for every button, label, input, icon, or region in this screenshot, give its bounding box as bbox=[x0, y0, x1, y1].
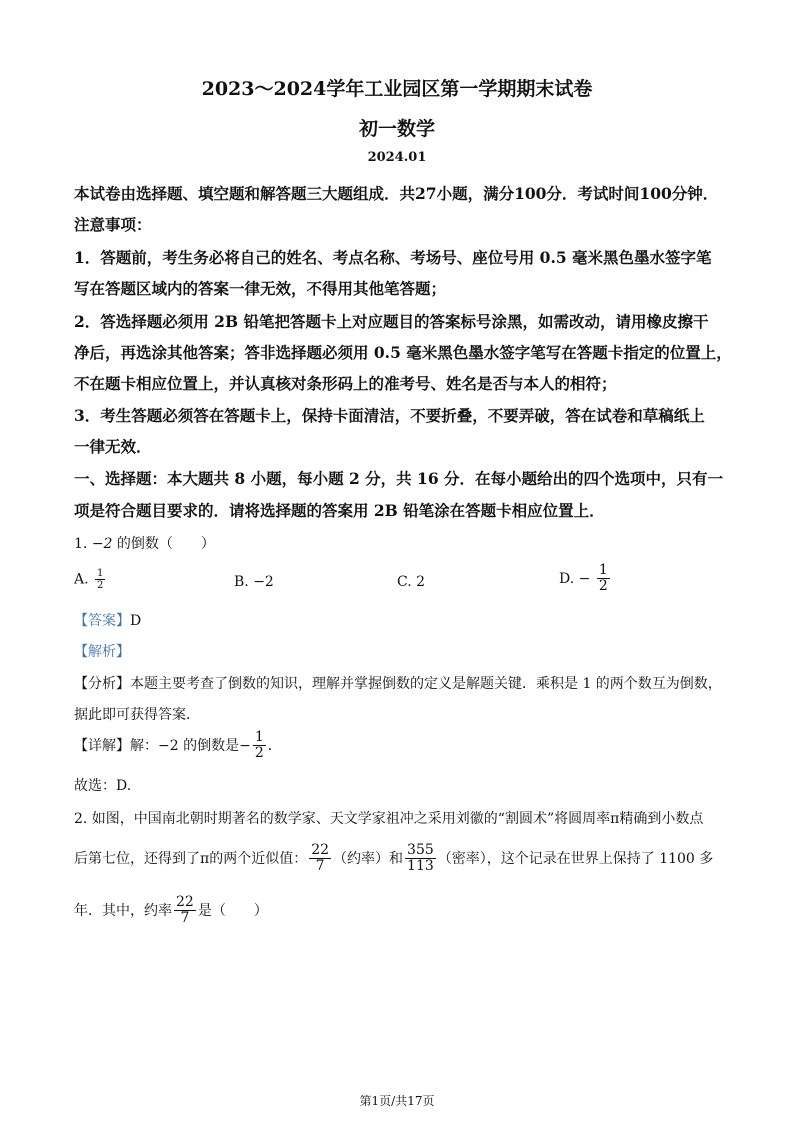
fraction-numerator: 355 bbox=[407, 842, 434, 858]
q2-fraction-22-7 bbox=[309, 843, 331, 875]
notice-2a: 2．答选择题必须用 2B 铅笔把答题卡上对应题目的答案标号涂黑，如需改动，请用橡皮擦干 bbox=[74, 312, 709, 331]
fraction-denominator: 2 bbox=[97, 580, 104, 591]
q1-option-b: B. −2 bbox=[234, 574, 274, 590]
notice-2c: 不在题卡相应位置上，并认真核对条形码上的准考号、姓名是否与本人的相符； bbox=[74, 374, 617, 393]
section1-line2: 项是符合题目要求的．请将选择题的答案用 2B 铅笔涂在答题卡相应位置上． bbox=[74, 501, 605, 520]
q2-fraction-355-113 bbox=[405, 843, 436, 875]
intro-line: 本试卷由选择题、填空题和解答题三大题组成．共27小题，满分100分．考试时间100分钟． bbox=[74, 184, 719, 203]
fraction-denominator: 7 bbox=[315, 858, 325, 875]
q2-line3 bbox=[74, 895, 724, 927]
question-1 bbox=[74, 533, 724, 553]
fraction-denominator: 2 bbox=[254, 745, 264, 762]
q2-text-a: 后第七位，还得到了π的两个近似值： bbox=[74, 850, 308, 867]
fraction-denominator: 7 bbox=[180, 910, 190, 927]
detail-fraction bbox=[253, 730, 266, 762]
q2-text-e: 是（ ） bbox=[197, 902, 268, 919]
q1-text: 的倒数（ ） bbox=[116, 536, 215, 552]
q1-answer bbox=[74, 610, 724, 630]
fraction-numerator: 22 bbox=[176, 894, 194, 910]
detail-prefix: 【详解】解： bbox=[74, 737, 158, 754]
notice-3a: 3．考生答题必须答在答题卡上，保持卡面清洁，不要折叠，不要弄破，答在试卷和草稿纸上 bbox=[74, 406, 705, 425]
q1-expr: −2 bbox=[91, 536, 113, 552]
q1-option-d-sign: − bbox=[578, 570, 591, 587]
q2-text-d: 年．其中，约率 bbox=[74, 902, 172, 919]
notice-1a: 1．答题前，考生务必将自己的姓名、考点名称、考场号、座位号用 0.5 毫米黑色墨水签字笔 bbox=[74, 248, 712, 267]
q1-option-a-fraction bbox=[95, 568, 105, 591]
q1-option-d-label: D. bbox=[559, 570, 575, 587]
exam-title: 2023～2024学年工业园区第一学期期末试卷 bbox=[201, 78, 593, 100]
q2-text-b: （约率）和 bbox=[333, 850, 404, 867]
exam-date: 2024.01 bbox=[367, 150, 427, 165]
q2-line2 bbox=[74, 843, 724, 875]
fraction-numerator: 22 bbox=[311, 842, 330, 858]
fraction-numerator: 1 bbox=[598, 562, 608, 578]
section1-line1: 一、选择题：本大题共 8 小题，每小题 2 分，共 16 分．在每小题给出的四个选项中，只有一 bbox=[74, 469, 724, 488]
fraction-denominator: 113 bbox=[407, 858, 434, 875]
detail-text: −2 的倒数是 bbox=[158, 737, 240, 754]
q1-detail bbox=[74, 730, 724, 762]
analysis-tag: 【解析】 bbox=[74, 644, 130, 660]
q1-fenxi-a: 【分析】本题主要考查了倒数的知识，理解并掌握倒数的定义是解题关键．乘积是 1 的两个数互为倒数， bbox=[74, 676, 722, 692]
fraction-numerator: 1 bbox=[254, 729, 264, 745]
q1-option-d-fraction bbox=[597, 563, 610, 595]
fraction-denominator: 2 bbox=[598, 578, 608, 595]
q1-option-a-label: A. bbox=[74, 571, 89, 588]
detail-sign: − bbox=[239, 737, 251, 754]
q2-fraction-22-7-b bbox=[174, 895, 196, 927]
notice-3b: 一律无效． bbox=[74, 437, 152, 456]
q1-number: 1. bbox=[74, 536, 88, 552]
q1-option-c: C. 2 bbox=[397, 574, 426, 590]
notice-1b: 写在答题区域内的答案一律无效，不得用其他笔答题； bbox=[74, 279, 447, 298]
q1-option-a bbox=[74, 568, 107, 591]
fraction-numerator: 1 bbox=[97, 568, 104, 579]
notice-2b: 净后，再选涂其他答案；答非选择题必须用 0.5 毫米黑色墨水签字笔写在答题卡指定的位置上， bbox=[74, 343, 732, 362]
q1-fenxi-b: 据此即可获得答案． bbox=[74, 707, 200, 723]
exam-subtitle: 初一数学 bbox=[358, 118, 435, 140]
detail-end: ． bbox=[267, 737, 282, 754]
answer-tag: 【答案】 bbox=[74, 613, 130, 629]
page-footer: 第1页/共17页 bbox=[359, 1094, 435, 1108]
q2-text-c: （密率），这个记录在世界上保持了 1100 多 bbox=[437, 850, 714, 867]
q2-line1: 2. 如图，中国南北朝时期著名的数学家、天文学家祖冲之采用刘徽的“割圆术”将圆周率π精确到小数点 bbox=[74, 811, 704, 827]
notice-title: 注意事项： bbox=[74, 215, 152, 234]
q1-option-d bbox=[559, 563, 612, 595]
q1-choose: 故选：D. bbox=[74, 778, 132, 794]
answer-value: D bbox=[130, 613, 142, 629]
